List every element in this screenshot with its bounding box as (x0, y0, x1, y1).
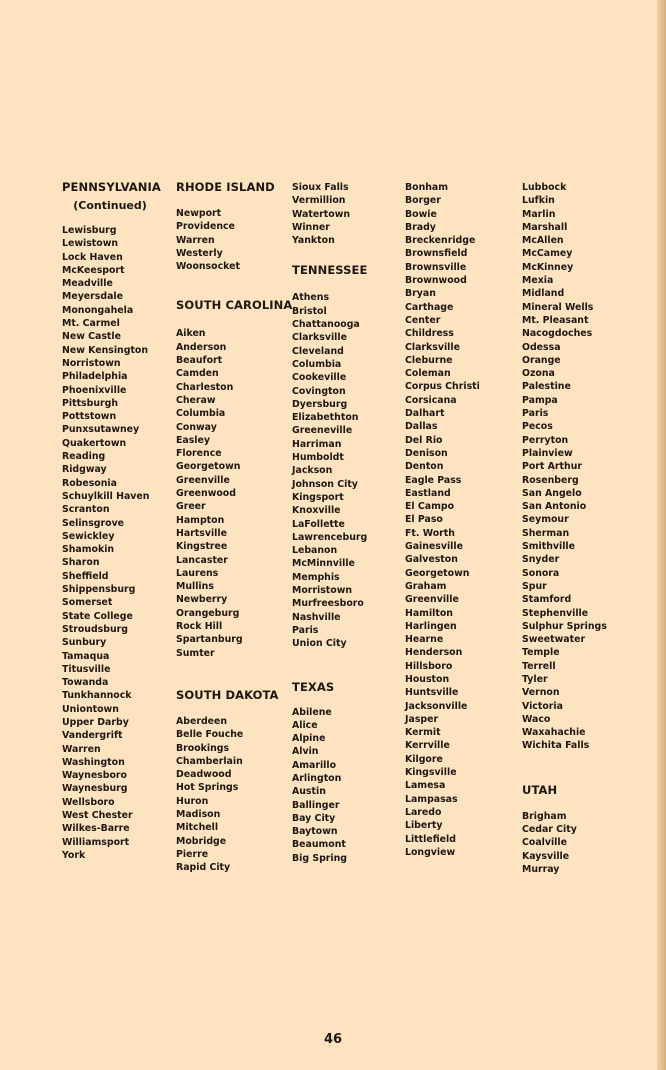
city-name: Harlingen (405, 620, 457, 632)
column-5 (522, 181, 607, 876)
city-name: Sheffield (62, 570, 109, 582)
column-1 (62, 181, 161, 862)
city-name: Hartsville (176, 527, 227, 539)
city-name: Memphis (292, 571, 340, 583)
city-name: Robesonia (62, 477, 117, 489)
city-name: Brownsfield (405, 248, 468, 260)
city-name: Mt. Pleasant (522, 314, 589, 326)
city-name: Lufkin (522, 195, 555, 207)
city-name: Mullins (176, 581, 214, 593)
city-name: Alice (292, 719, 318, 731)
city-name: Denton (405, 461, 444, 473)
city-name: Meadville (62, 278, 113, 290)
city-name: Kilgore (405, 753, 443, 765)
city-list-texas (292, 706, 367, 866)
city-name: Westerly (176, 247, 223, 259)
city-name: Phoenixville (62, 384, 127, 396)
city-name: Nashville (292, 611, 341, 623)
city-name: Shippensburg (62, 584, 136, 596)
city-name: Cookeville (292, 372, 347, 384)
state-heading-rhode-island: RHODE ISLAND (176, 180, 275, 194)
page-edge (657, 0, 666, 1070)
city-name: Sumter (176, 647, 215, 659)
city-name: Hot Springs (176, 782, 239, 794)
city-name: McCamey (522, 248, 573, 260)
city-name: Greer (176, 501, 206, 513)
city-name: Galveston (405, 554, 458, 566)
city-name: Humboldt (292, 452, 344, 464)
city-name: Quakertown (62, 437, 127, 449)
city-name: Monongahela (62, 304, 134, 316)
city-name: Stamford (522, 594, 572, 606)
city-name: Brigham (522, 810, 567, 822)
city-name: Cedar City (522, 824, 577, 836)
state-heading-texas: TEXAS (292, 679, 335, 694)
city-name: Kerrville (405, 740, 450, 752)
city-name: Ballinger (292, 799, 340, 811)
city-name: Warren (176, 234, 215, 246)
city-name: Mitchell (176, 822, 219, 834)
city-name: Mexia (522, 275, 554, 287)
city-name: Selinsgrove (62, 517, 125, 529)
city-name: Philadelphia (62, 371, 128, 383)
city-name: Waco (522, 713, 551, 725)
city-name: Wellsboro (62, 796, 115, 808)
city-name: West Chester (62, 810, 133, 822)
city-name: Lewistown (62, 238, 119, 250)
city-name: Murray (522, 863, 560, 875)
city-name: Tunkhannock (62, 690, 132, 702)
city-list-south-dakota (176, 715, 292, 875)
city-name: Titusville (62, 663, 111, 675)
city-name: Kingstree (176, 541, 228, 553)
city-name: El Campo (405, 501, 455, 513)
city-name: Conway (176, 421, 217, 433)
city-name: Sunbury (62, 637, 107, 649)
city-name: Amarillo (292, 759, 337, 771)
city-name: Cleburne (405, 354, 453, 366)
city-name: Providence (176, 221, 235, 233)
city-name: Coleman (405, 368, 451, 380)
city-name: Huntsville (405, 687, 459, 699)
city-name: Anderson (176, 341, 227, 353)
city-name: Rosenberg (522, 474, 579, 486)
city-name: Brownsville (405, 261, 467, 273)
city-list-south-dakota-cont (292, 181, 367, 247)
city-name: San Antonio (522, 501, 587, 513)
city-name: San Angelo (522, 487, 582, 499)
city-name: Midland (522, 288, 565, 300)
city-list-utah (522, 810, 607, 876)
city-name: Schuylkill Haven (62, 490, 150, 502)
city-list-south-carolina (176, 327, 292, 659)
city-name: New Kensington (62, 344, 149, 356)
city-name: Baytown (292, 826, 338, 838)
city-name: Odessa (522, 341, 561, 353)
city-name: Rock Hill (176, 621, 223, 633)
city-name: Brownwood (405, 275, 467, 287)
city-name: Union City (292, 638, 347, 650)
city-name: McMinnville (292, 558, 355, 570)
city-name: Big Spring (292, 852, 348, 864)
city-name: Huron (176, 795, 209, 807)
city-list-texas-cont-1 (405, 181, 480, 859)
city-name: Knoxville (292, 505, 341, 517)
city-name: Lampasas (405, 793, 458, 805)
city-name: Somerset (62, 597, 113, 609)
city-name: Graham (405, 580, 447, 592)
city-name: Carthage (405, 301, 454, 313)
city-name: Cheraw (176, 394, 216, 406)
city-name: Mobridge (176, 835, 227, 847)
city-name: Ft. Worth (405, 527, 455, 539)
city-name: Upper Darby (62, 716, 129, 728)
city-name: Clarksville (405, 341, 460, 353)
city-name: Harriman (292, 438, 342, 450)
city-list-tennessee (292, 291, 367, 650)
city-name: Pierre (176, 848, 209, 860)
city-name: Hearne (405, 634, 444, 646)
city-name: Corpus Christi (405, 381, 480, 393)
city-name: Florence (176, 448, 222, 460)
city-name: Breckenridge (405, 235, 476, 247)
city-name: Lamesa (405, 780, 446, 792)
city-name: Yankton (292, 235, 335, 247)
city-name: Hillsboro (405, 660, 453, 672)
city-name: Plainview (522, 447, 573, 459)
city-name: Murfreesboro (292, 598, 364, 610)
city-name: Cleveland (292, 345, 344, 357)
city-name: Greeneville (292, 425, 353, 437)
city-name: Lock Haven (62, 251, 123, 263)
city-name: Jacksonville (405, 700, 468, 712)
city-name: Eastland (405, 487, 451, 499)
city-name: Alvin (292, 746, 319, 758)
city-name: Pampa (522, 394, 558, 406)
city-name: Washington (62, 756, 125, 768)
city-name: McKinney (522, 261, 574, 273)
city-name: Brookings (176, 742, 230, 754)
city-name: Henderson (405, 647, 463, 659)
city-name: Smithville (522, 541, 575, 553)
column-2 (176, 181, 292, 874)
city-name: Pecos (522, 421, 553, 433)
city-name: Nacogdoches (522, 328, 593, 340)
state-heading-pennsylvania: PENNSYLVANIA (62, 180, 161, 194)
city-name: Watertown (292, 208, 351, 220)
column-4 (405, 181, 480, 859)
city-name: Gainesville (405, 541, 463, 553)
city-list-pennsylvania (62, 224, 161, 862)
city-name: Chattanooga (292, 319, 360, 331)
city-name: Sweetwater (522, 634, 586, 646)
city-name: Beaumont (292, 839, 346, 851)
city-name: Liberty (405, 820, 443, 832)
city-name: Sharon (62, 557, 100, 569)
city-name: Uniontown (62, 703, 119, 715)
city-name: Reading (62, 451, 106, 463)
city-name: Athens (292, 292, 330, 304)
city-name: Childress (405, 328, 454, 340)
city-name: Vermillion (292, 195, 346, 207)
city-name: Pittsburgh (62, 397, 119, 409)
city-name: Scranton (62, 504, 110, 516)
city-name: Center (405, 314, 441, 326)
city-name: Orange (522, 354, 561, 366)
city-name: Newberry (176, 594, 228, 606)
city-name: Terrell (522, 660, 556, 672)
city-name: Arlington (292, 772, 342, 784)
city-name: Aiken (176, 328, 206, 340)
city-name: Perryton (522, 434, 569, 446)
city-name: Vandergrift (62, 730, 123, 742)
city-name: Paris (522, 408, 549, 420)
city-name: Jasper (405, 713, 439, 725)
city-name: Longview (405, 846, 456, 858)
city-name: Columbia (176, 408, 226, 420)
city-name: Bay City (292, 812, 336, 824)
city-name: Lebanon (292, 545, 338, 557)
city-name: Beaufort (176, 355, 223, 367)
city-name: Madison (176, 808, 221, 820)
city-name: Del Rio (405, 434, 443, 446)
city-name: Aberdeen (176, 715, 228, 727)
city-name: Austin (292, 786, 326, 798)
city-name: Sonora (522, 567, 560, 579)
city-name: Georgetown (176, 461, 241, 473)
city-name: Hampton (176, 514, 225, 526)
city-list-rhode-island (176, 207, 292, 273)
city-name: Greenville (176, 474, 230, 486)
city-name: Clarksville (292, 332, 347, 344)
city-name: Kaysville (522, 850, 570, 862)
city-name: Kingsport (292, 491, 344, 503)
city-name: Towanda (62, 677, 109, 689)
city-name: Ozona (522, 368, 555, 380)
city-name: Waynesboro (62, 770, 127, 782)
city-name: Eagle Pass (405, 474, 462, 486)
city-name: Woonsocket (176, 261, 240, 273)
city-name: Marshall (522, 221, 568, 233)
city-name: Ridgway (62, 464, 107, 476)
city-name: Sherman (522, 527, 570, 539)
city-name: York (62, 849, 86, 861)
city-name: Bristol (292, 305, 327, 317)
city-list-texas-cont-2 (522, 181, 607, 753)
city-name: McKeesport (62, 264, 125, 276)
city-name: Winner (292, 221, 330, 233)
city-name: Hamilton (405, 607, 453, 619)
city-name: Chamberlain (176, 755, 243, 767)
city-name: Bonham (405, 182, 449, 193)
city-name: Tyler (522, 673, 548, 685)
city-name: El Paso (405, 514, 443, 526)
city-name: Mt. Carmel (62, 318, 120, 330)
page-number: 46 (323, 1032, 343, 1047)
city-name: Sioux Falls (292, 182, 349, 193)
city-name: Dallas (405, 421, 438, 433)
city-name: Kingsville (405, 767, 457, 779)
city-name: Brady (405, 221, 436, 233)
city-name: Coalville (522, 837, 567, 849)
city-name: Meyersdale (62, 291, 123, 303)
city-name: Morristown (292, 585, 353, 597)
city-name: Borger (405, 195, 441, 207)
city-name: Palestine (522, 381, 571, 393)
city-name: Williamsport (62, 836, 130, 848)
city-name: Spur (522, 580, 547, 592)
city-name: Easley (176, 434, 210, 446)
city-name: Newport (176, 208, 222, 219)
city-name: Greenwood (176, 488, 236, 500)
city-name: Paris (292, 624, 319, 636)
city-name: Dyersburg (292, 398, 348, 410)
city-name: Norristown (62, 357, 121, 369)
city-name: Spartanburg (176, 634, 243, 646)
city-name: Stephenville (522, 607, 589, 619)
city-name: Jackson (292, 465, 333, 477)
city-name: Lawrenceburg (292, 531, 368, 543)
state-heading-utah: UTAH (522, 782, 558, 797)
city-name: Orangeburg (176, 607, 240, 619)
city-name: State College (62, 610, 133, 622)
city-name: Charleston (176, 381, 234, 393)
city-name: Marlin (522, 208, 556, 220)
city-name: Mineral Wells (522, 301, 594, 313)
continued-label: (Continued) (73, 199, 147, 212)
city-name: Johnson City (292, 478, 358, 490)
city-name: Port Arthur (522, 461, 583, 473)
city-name: Vernon (522, 687, 560, 699)
column-3 (292, 181, 367, 865)
city-name: Snyder (522, 554, 560, 566)
city-name: Abilene (292, 706, 332, 718)
city-name: Pottstown (62, 411, 117, 423)
city-name: Victoria (522, 700, 563, 712)
city-name: Waxahachie (522, 727, 586, 739)
state-heading-south-dakota: SOUTH DAKOTA (176, 687, 279, 702)
city-name: Tamaqua (62, 650, 110, 662)
city-name: Denison (405, 447, 448, 459)
city-name: Lewisburg (62, 225, 117, 236)
city-name: Littlefield (405, 833, 456, 845)
city-name: Georgetown (405, 567, 470, 579)
city-name: Belle Fouche (176, 729, 244, 741)
city-name: Camden (176, 368, 219, 380)
city-name: Alpine (292, 733, 326, 745)
city-name: Wilkes-Barre (62, 823, 130, 835)
city-name: Covington (292, 385, 346, 397)
city-name: New Castle (62, 331, 121, 343)
city-name: LaFollette (292, 518, 345, 530)
city-name: Bryan (405, 288, 436, 300)
city-name: Sewickley (62, 530, 115, 542)
city-name: Laredo (405, 806, 442, 818)
city-name: Lubbock (522, 182, 567, 193)
city-name: Kermit (405, 727, 441, 739)
city-name: Laurens (176, 567, 219, 579)
city-name: Corsicana (405, 394, 457, 406)
city-name: Columbia (292, 358, 342, 370)
city-name: Deadwood (176, 769, 232, 781)
city-name: Seymour (522, 514, 569, 526)
city-name: Lancaster (176, 554, 228, 566)
state-heading-south-carolina: SOUTH CAROLINA (176, 298, 293, 313)
city-name: Stroudsburg (62, 623, 128, 635)
city-name: Rapid City (176, 862, 231, 874)
state-heading-tennessee: TENNESSEE (292, 263, 368, 278)
city-name: Greenville (405, 594, 459, 606)
city-name: McAllen (522, 235, 564, 247)
city-name: Shamokin (62, 544, 115, 556)
city-name: Wichita Falls (522, 740, 590, 752)
city-name: Sulphur Springs (522, 620, 607, 632)
city-name: Houston (405, 673, 450, 685)
city-name: Temple (522, 647, 560, 659)
city-name: Elizabethton (292, 412, 359, 424)
city-name: Punxsutawney (62, 424, 140, 436)
city-name: Warren (62, 743, 101, 755)
city-name: Waynesburg (62, 783, 128, 795)
city-name: Dalhart (405, 408, 445, 420)
city-name: Bowie (405, 208, 437, 220)
